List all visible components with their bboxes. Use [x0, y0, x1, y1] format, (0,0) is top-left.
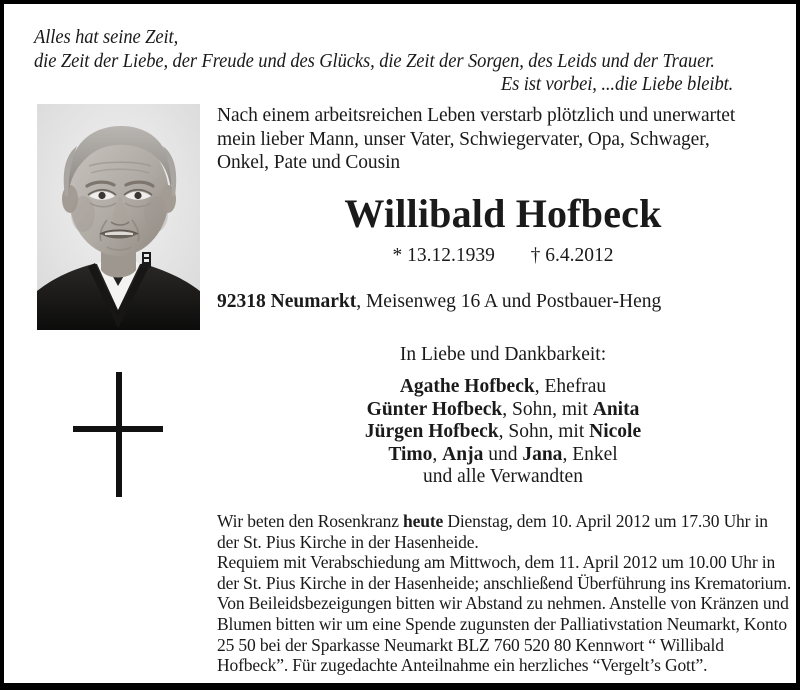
survivor-sep: ,	[432, 443, 443, 465]
survivor-name: Jana	[522, 443, 563, 465]
address-line	[217, 290, 789, 314]
survivor-relation: , Enkel	[562, 443, 618, 465]
intro-line-3: Onkel, Pate und Cousin	[217, 152, 401, 173]
death-date: 6.4.2012	[545, 245, 614, 266]
survivor-relatives: und alle Verwandten	[423, 466, 583, 487]
survivor-row	[217, 421, 789, 444]
epigraph	[34, 26, 737, 97]
survivor-name: Jürgen Hofbeck	[364, 421, 499, 442]
survivor-relation: , Ehefrau	[534, 376, 607, 397]
survivors-list	[217, 376, 789, 489]
survivor-name: Timo	[388, 443, 433, 465]
latin-cross-icon	[70, 372, 170, 497]
rosary-paragraph	[217, 511, 792, 552]
intro-line-2: mein lieber Mann, unser Vater, Schwiegervater, Opa, Schwager,	[217, 128, 710, 150]
intro-line-1: Nach einem arbeitsreichen Leben verstarb plötzlich und unerwartet	[217, 105, 736, 126]
survivor-partner: Nicole	[589, 421, 642, 442]
rosary-text-before: Wir beten den Rosenkranz	[217, 511, 404, 531]
survivor-row	[217, 376, 789, 399]
cross-vertical-bar	[116, 372, 122, 497]
portrait-photo	[37, 104, 200, 330]
birth-date: 13.12.1939	[407, 245, 495, 266]
survivor-row	[217, 444, 789, 467]
epigraph-line-1: Alles hat seine Zeit,	[34, 27, 179, 48]
rosary-emphasis: heute	[403, 511, 444, 531]
survivor-relation: , Sohn, mit	[502, 398, 593, 420]
rosary-text-after: Dienstag, dem 10. April 2012 um 17.30 Uhr in der St. Pius Kirche in der Hasenheide.	[217, 511, 768, 552]
requiem-paragraph: Requiem mit Verabschiedung am Mittwoch, dem 11. April 2012 um 10.00 Uhr in der St. Pius Kirche in der Hasenheide; anschließend Überführung ins Krematorium. Von Beileidsbezeigungen bitten wir Abstand zu nehmen. Anstelle von Kränzen und Blumen bitten wir um eine Spende zugunsten der Palliativstation Neumarkt, Konto 25 50 bei der Sparkasse Neumarkt BLZ 760 520 80 Kennwort “ Willibald Hofbeck”. Für zugedachte Anteilnahme ein herzliches “Vergelt’s Gott”.	[217, 552, 792, 676]
deceased-name: Willibald Hofbeck	[344, 191, 662, 236]
survivor-name: Agathe Hofbeck	[399, 376, 535, 397]
cross-horizontal-bar	[73, 426, 163, 432]
survivor-name: Anja	[442, 443, 484, 465]
survivor-row	[217, 399, 789, 422]
death-symbol: †	[530, 245, 541, 266]
service-details	[217, 511, 792, 676]
address-rest: , Meisenweg 16 A und Postbauer-Heng	[356, 291, 662, 312]
gratitude-heading: In Liebe und Dankbarkeit:	[399, 344, 607, 365]
survivor-sep: und	[483, 443, 523, 465]
survivor-partner: Anita	[592, 398, 640, 420]
survivor-row	[217, 466, 789, 489]
epigraph-line-3: Es ist vorbei, ...die Liebe bleibt.	[500, 74, 734, 95]
birth-symbol: *	[392, 245, 403, 266]
life-dates	[217, 244, 789, 268]
announcement-intro	[217, 104, 789, 175]
epigraph-line-2: die Zeit der Liebe, der Freude und des Glücks, die Zeit der Sorgen, des Leids und der Trauer.	[34, 50, 715, 72]
survivor-name: Günter Hofbeck	[366, 398, 503, 420]
address-postal-city: 92318 Neumarkt	[217, 291, 357, 312]
survivor-relation: , Sohn, mit	[498, 421, 590, 442]
